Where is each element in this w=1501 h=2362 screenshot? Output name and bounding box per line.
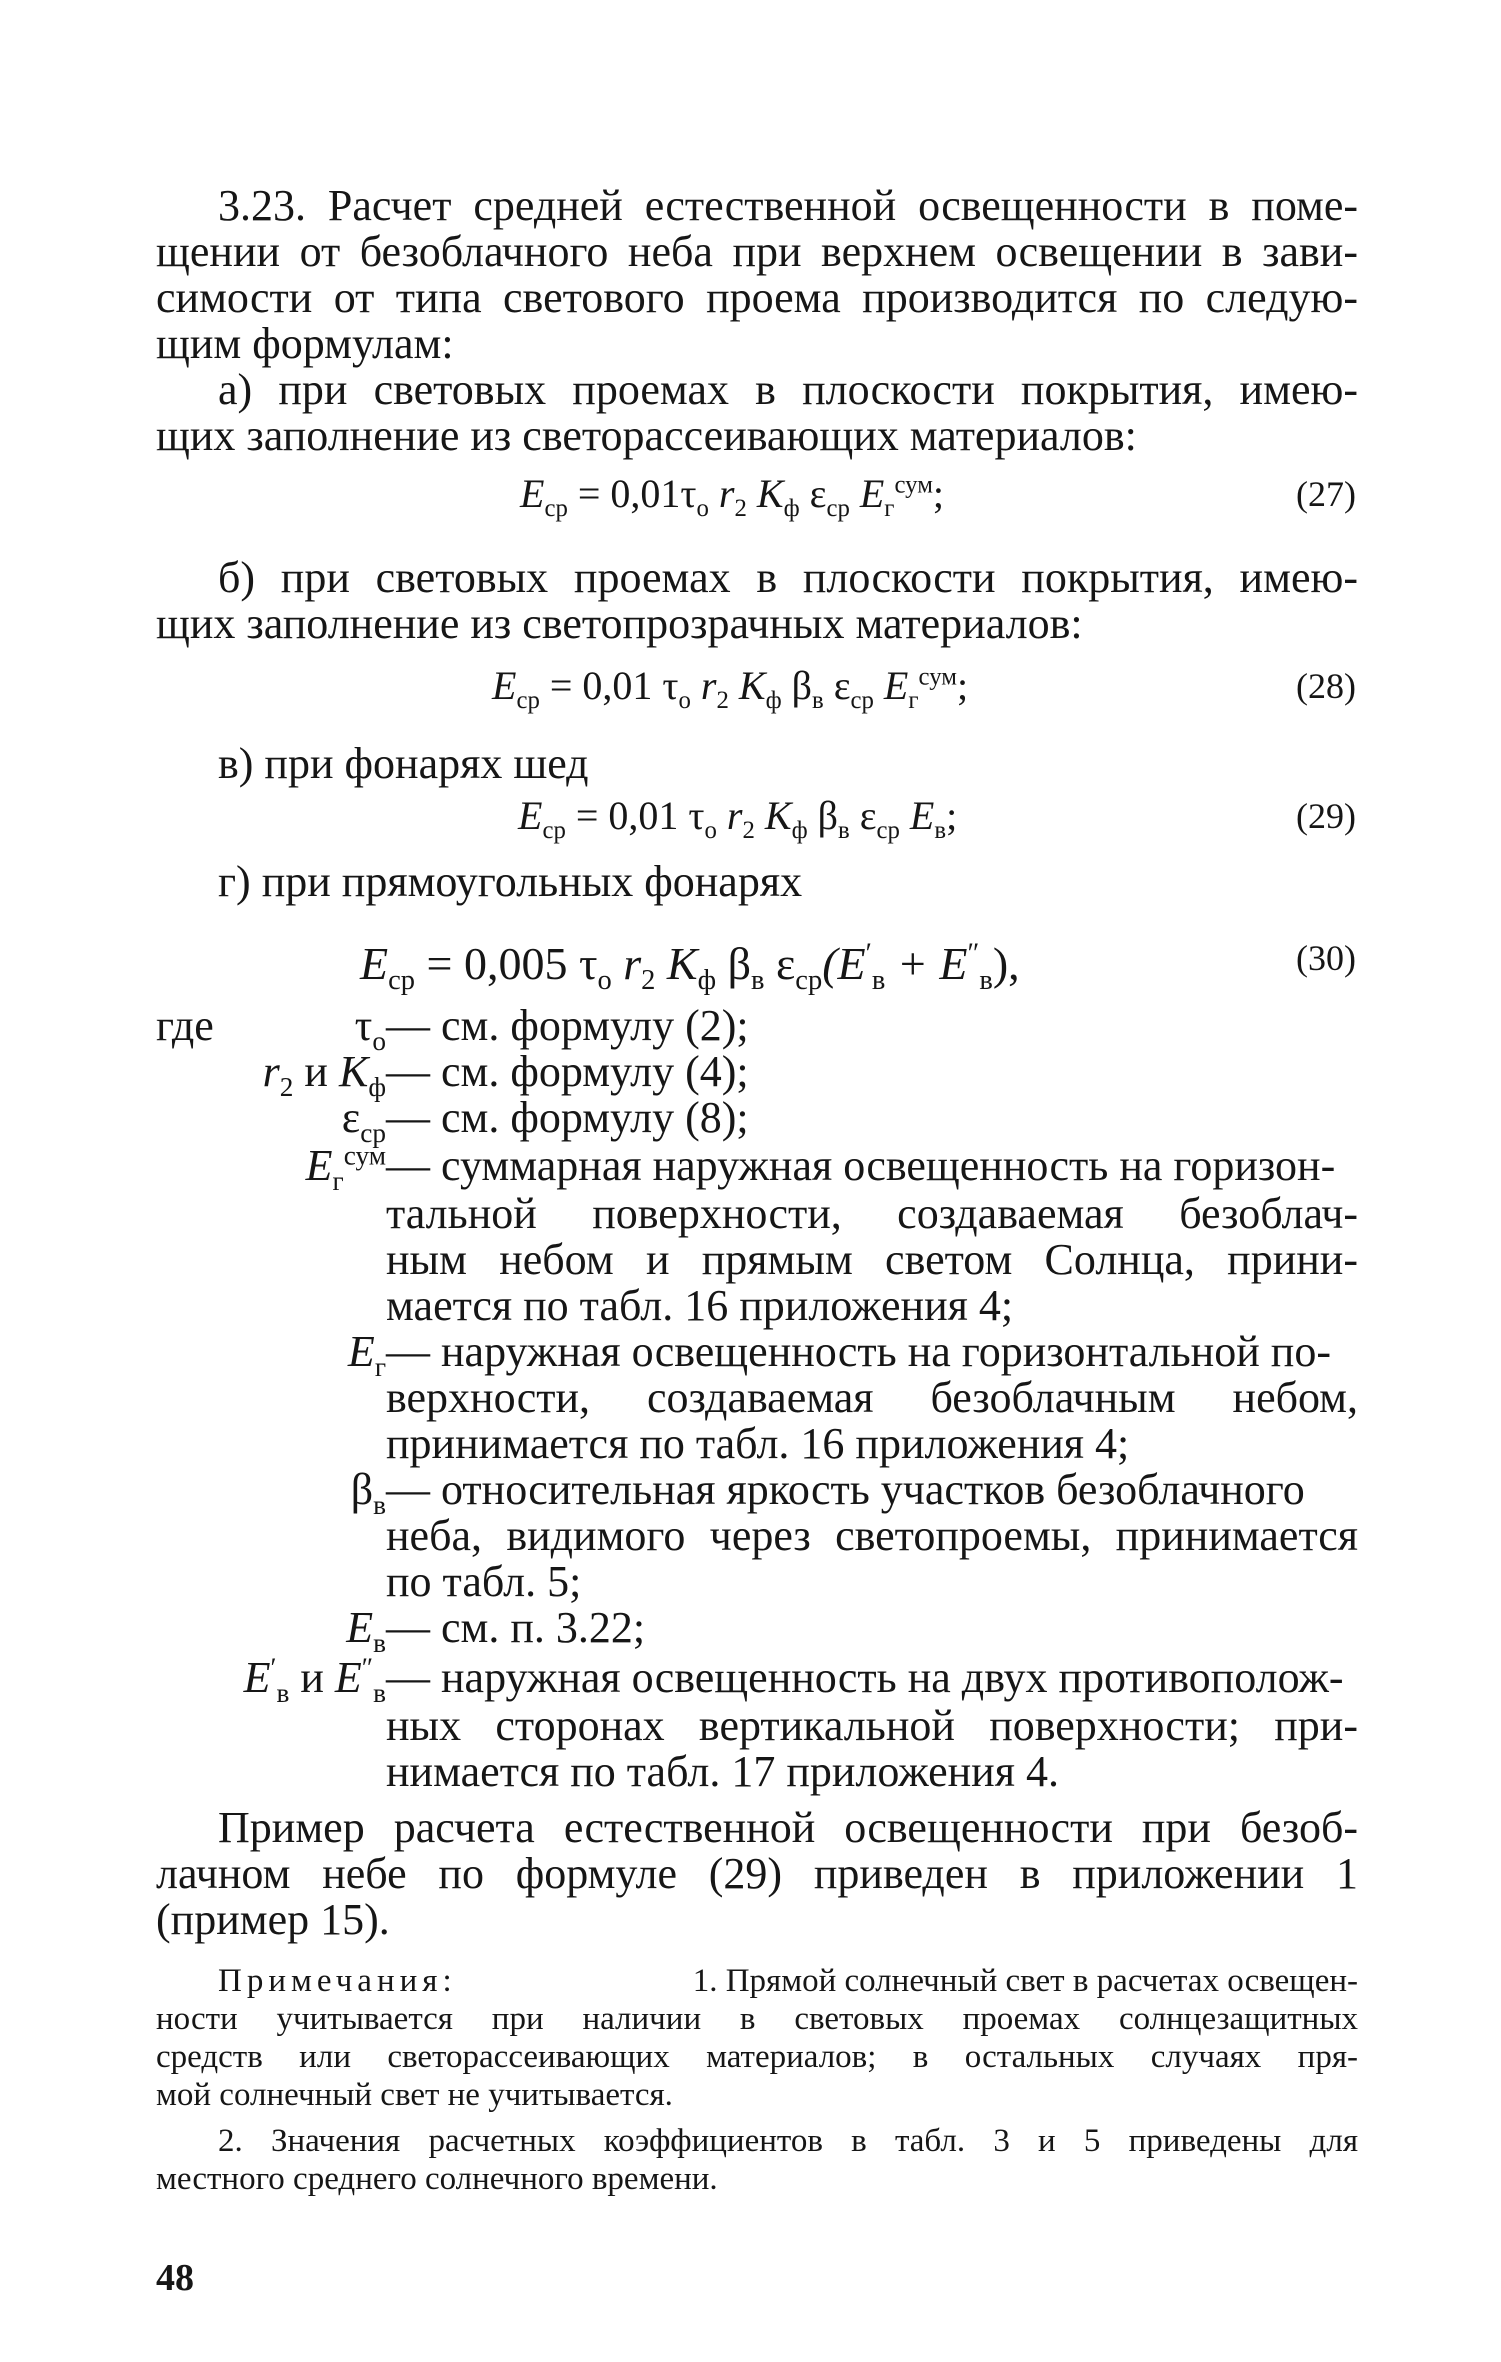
example-line-3: (пример 15). bbox=[156, 1895, 390, 1944]
notes-line-3: средств или светорассеивающих материалов; в остальных случаях пря- bbox=[156, 2039, 1358, 2075]
definition-6-text-line-3: по табл. 5; bbox=[386, 1557, 582, 1606]
notes-line-1 bbox=[218, 1962, 1358, 2000]
formula-27: $E_{ср} = 0,01\tau_о$ $r_2$ $K_ф$ $\varepsilon_{ср}$ $E_г^{сум}$; bbox=[520, 471, 945, 522]
case-g-line: г) при прямоугольных фонарях bbox=[218, 857, 803, 906]
definition-4-text-line-4: мается по табл. 16 приложения 4; bbox=[386, 1281, 1014, 1330]
definition-8-text-line-1: — наружная освещенность на двух противополож- bbox=[386, 1653, 1344, 1702]
definition-6-symbol: $\beta_в$ bbox=[350, 1465, 386, 1520]
definition-2-text-line-1: — см. формулу (4); bbox=[386, 1047, 749, 1096]
notes-line-2: ности учитывается при наличии в световых проемах солнцезащитных bbox=[156, 2001, 1358, 2037]
case-a-line-2: щих заполнение из светорассеивающих материалов: bbox=[156, 411, 1137, 460]
where-label: где bbox=[156, 1001, 214, 1050]
definition-4-text-line-3: ным небом и прямым светом Солнца, прини- bbox=[386, 1235, 1358, 1284]
notes-text-1: 1. Прямой солнечный свет в расчетах освещен- bbox=[692, 1963, 1358, 1999]
formula-30: $E_{ср} = 0,005$ $\tau_о$ $r_2$ $K_ф$ $\beta_в$ $\varepsilon_{ср}(E'_в + E''_в)$, bbox=[360, 938, 1020, 997]
notes-line-6: местного среднего солнечного времени. bbox=[156, 2161, 718, 2197]
paragraph-323-line-4: щим формулам: bbox=[156, 319, 454, 368]
definition-5-text-line-3: принимается по табл. 16 приложения 4; bbox=[386, 1419, 1130, 1468]
definition-6-text-line-1: — относительная яркость участков безоблачного bbox=[386, 1465, 1305, 1514]
definition-7-symbol: $E_в$ bbox=[346, 1603, 386, 1658]
definition-5-text-line-2: верхности, создаваемая безоблачным небом, bbox=[386, 1373, 1358, 1422]
example-line-2: лачном небе по формуле (29) приведен в приложении 1 bbox=[156, 1849, 1358, 1898]
definition-8-text-line-2: ных сторонах вертикальной поверхности; при- bbox=[386, 1701, 1358, 1750]
definition-8-symbol: $E'_в$ и $E''_в$ bbox=[243, 1652, 386, 1708]
notes-line-4: мой солнечный свет не учитывается. bbox=[156, 2077, 673, 2113]
definition-6-text-line-2: неба, видимого через светопроемы, принимается bbox=[386, 1511, 1358, 1560]
definition-5-symbol: $E_г$ bbox=[347, 1327, 386, 1382]
formula-29-number: (29) bbox=[1296, 796, 1356, 836]
formula-28-number: (28) bbox=[1296, 666, 1356, 706]
definition-8-text-line-3: нимается по табл. 17 приложения 4. bbox=[386, 1747, 1059, 1796]
definition-2-symbol: $r_2$ и $K_ф$ bbox=[262, 1047, 386, 1102]
definition-4-text-line-2: тальной поверхности, создаваемая безоблач- bbox=[386, 1189, 1358, 1238]
example-line-1: Пример расчета естественной освещенности при безоб- bbox=[218, 1803, 1358, 1852]
formula-27-number: (27) bbox=[1296, 474, 1356, 514]
paragraph-323-line-2: щении от безоблачного неба при верхнем освещении в зави- bbox=[156, 227, 1358, 276]
formula-30-number: (30) bbox=[1296, 938, 1356, 978]
notes-label: Примечания: bbox=[218, 1963, 457, 1999]
definition-3-text-line-1: — см. формулу (8); bbox=[386, 1093, 749, 1142]
notes-line-5: 2. Значения расчетных коэффициентов в табл. 3 и 5 приведены для bbox=[218, 2123, 1358, 2159]
paragraph-323-line-1: 3.23. Расчет средней естественной освещенности в поме- bbox=[218, 181, 1358, 230]
case-b-line-2: щих заполнение из светопрозрачных материалов: bbox=[156, 599, 1083, 648]
formula-28: $E_{ср} = 0,01$ $\tau_о$ $r_2$ $K_ф$ $\beta_в$ $\varepsilon_{ср}$ $E_г^{сум}$; bbox=[492, 663, 969, 714]
case-a-line-1: а) при световых проемах в плоскости покрытия, имею- bbox=[218, 365, 1358, 414]
case-b-line-1: б) при световых проемах в плоскости покрытия, имею- bbox=[218, 553, 1358, 602]
definition-1-symbol: $\tau_о$ bbox=[354, 1001, 386, 1056]
case-v-line: в) при фонарях шед bbox=[218, 739, 589, 788]
definition-3-symbol: $\varepsilon_{ср}$ bbox=[341, 1093, 386, 1148]
definition-7-text-line-1: — см. п. 3.22; bbox=[386, 1603, 646, 1652]
definition-4-text-line-1: — суммарная наружная освещенность на горизон- bbox=[386, 1141, 1336, 1190]
page-number: 48 bbox=[156, 2257, 194, 2299]
paragraph-323-line-3: симости от типа светового проема производится по следую- bbox=[156, 273, 1358, 322]
definition-5-text-line-1: — наружная освещенность на горизонтальной по- bbox=[386, 1327, 1331, 1376]
definition-1-text-line-1: — см. формулу (2); bbox=[386, 1001, 749, 1050]
definition-4-symbol: $E_г^{сум}$ bbox=[305, 1140, 386, 1196]
formula-29: $E_{ср} = 0,01$ $\tau_о$ $r_2$ $K_ф$ $\beta_в$ $\varepsilon_{ср}$ $E_в$; bbox=[518, 793, 958, 844]
